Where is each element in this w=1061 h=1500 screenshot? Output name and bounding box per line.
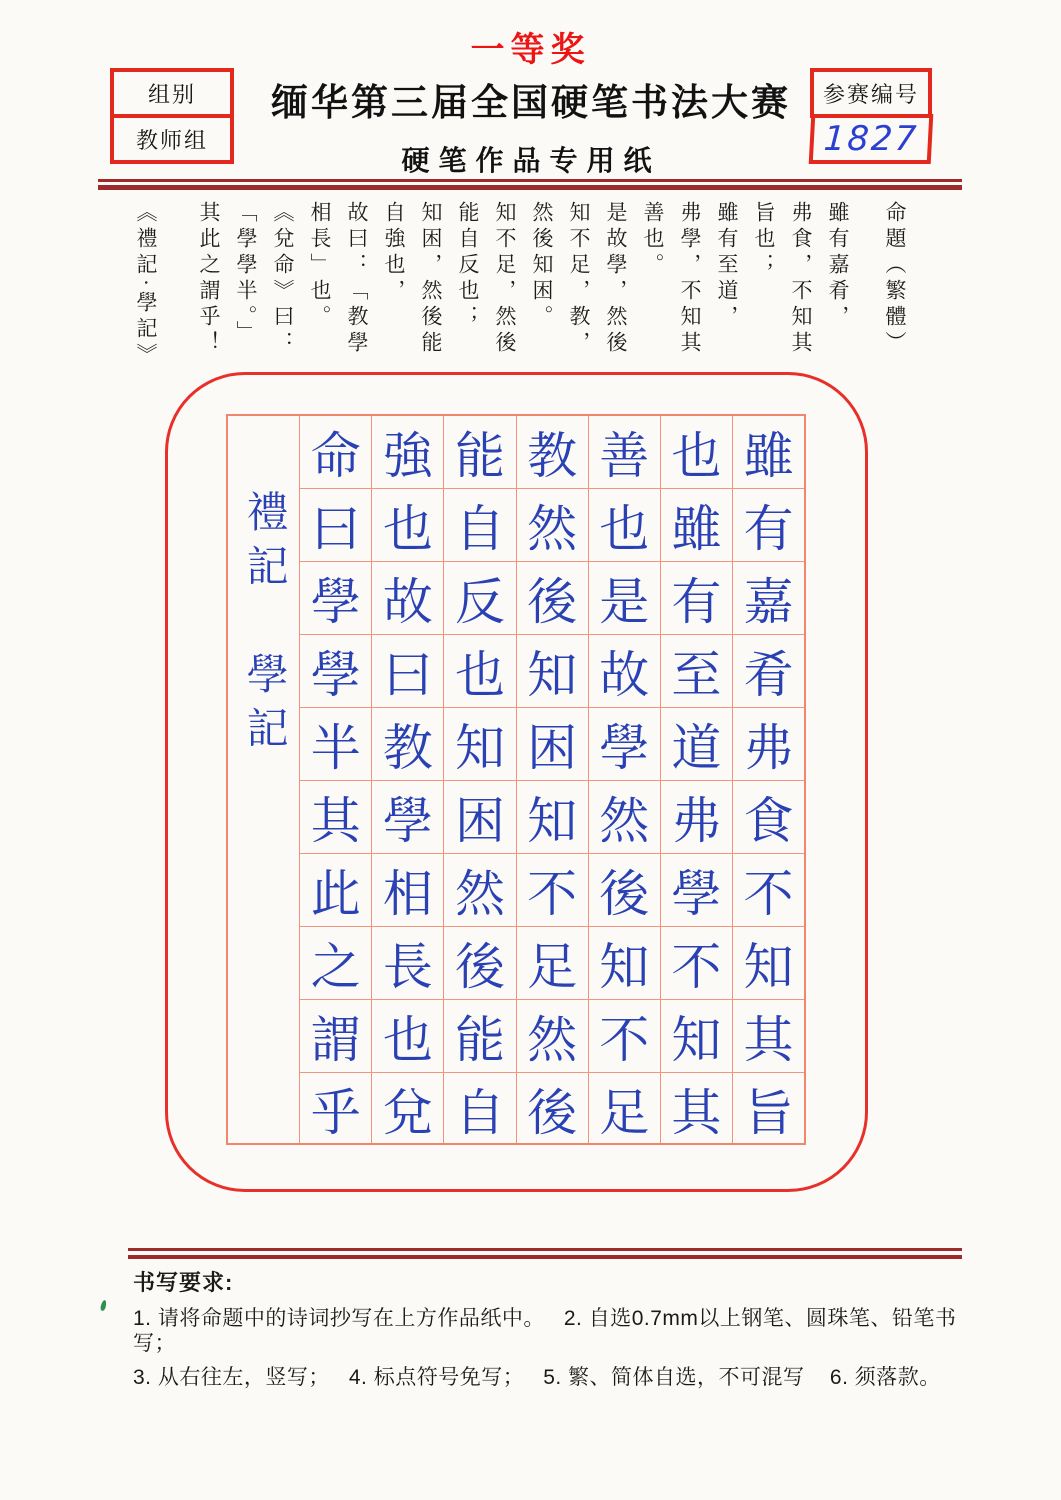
grid-column — [588, 416, 660, 1143]
handwritten-character-cell: 反 — [444, 561, 515, 634]
handwritten-character-cell: 困 — [444, 780, 515, 853]
prompt-text — [135, 201, 905, 373]
requirements-line-1: 1. 请将命题中的诗词抄写在上方作品纸中。 2. 自选0.7mm以上钢笔、圆珠笔、铅笔书写； — [133, 1307, 957, 1356]
grid-column — [299, 416, 371, 1143]
competition-title: 缅华第三届全国硬笔书法大赛 — [271, 83, 791, 124]
handwritten-character-cell: 善 — [599, 428, 650, 484]
prompt-column: 善也。 — [641, 201, 665, 279]
handwritten-character-cell: 肴 — [733, 634, 804, 707]
handwritten-character-cell: 雖 — [661, 488, 732, 561]
handwritten-character-cell: 其 — [300, 780, 371, 853]
award-label: 一等奖 — [470, 32, 591, 69]
prompt-column: 《兌命》曰： — [271, 201, 295, 357]
divider-line-thin — [98, 179, 962, 182]
handwritten-character-cell: 有 — [733, 488, 804, 561]
handwritten-character-cell: 弗 — [733, 707, 804, 780]
handwritten-character-cell: 謂 — [300, 999, 371, 1072]
signature-column — [228, 416, 299, 1143]
grid-column — [371, 416, 443, 1143]
requirements — [133, 1266, 975, 1391]
handwritten-character-cell: 雖 — [743, 428, 794, 484]
reviewer-mark — [100, 1300, 108, 1312]
handwritten-character-cell: 後 — [517, 561, 588, 634]
handwritten-character-cell: 兌 — [372, 1072, 443, 1145]
handwritten-character-cell: 之 — [300, 926, 371, 999]
handwritten-character-cell: 相 — [372, 853, 443, 926]
handwritten-character-cell: 後 — [589, 853, 660, 926]
prompt-column: 雖有嘉肴， — [826, 201, 850, 331]
signature-text: 禮記 學記 — [240, 490, 287, 760]
handwritten-character-cell: 學 — [372, 780, 443, 853]
handwritten-character-cell: 不 — [733, 853, 804, 926]
handwritten-character-cell: 弗 — [661, 780, 732, 853]
prompt-column: 《禮記·學記》 — [134, 201, 158, 369]
handwritten-character-cell: 此 — [300, 853, 371, 926]
prompt-column: 自強也， — [382, 201, 406, 305]
entry-number-value: 1827 — [809, 114, 934, 164]
handwritten-character-cell: 故 — [372, 561, 443, 634]
handwritten-character-cell: 知 — [517, 780, 588, 853]
handwritten-character-cell: 是 — [589, 561, 660, 634]
handwritten-character-cell: 學 — [589, 707, 660, 780]
prompt-column: 能自反也； — [456, 201, 480, 331]
handwritten-character-cell: 然 — [444, 853, 515, 926]
handwritten-character-cell: 能 — [454, 428, 505, 484]
divider-line-thick — [98, 185, 962, 190]
handwritten-character-cell: 自 — [444, 1072, 515, 1145]
handwritten-character-cell: 足 — [517, 926, 588, 999]
prompt-column: 知困，然後能 — [419, 201, 443, 357]
handwritten-character-cell: 道 — [661, 707, 732, 780]
handwritten-character-cell: 知 — [661, 999, 732, 1072]
handwritten-character-cell: 知 — [517, 634, 588, 707]
handwritten-character-cell: 至 — [661, 634, 732, 707]
requirements-line-2: 3. 从右往左，竖写； 4. 标点符号免写； 5. 繁、简体自选，不可混写 6. 须落款。 — [133, 1366, 941, 1390]
handwritten-character-cell: 曰 — [300, 488, 371, 561]
handwritten-character-cell: 知 — [733, 926, 804, 999]
prompt-column: 知不足，教， — [567, 201, 591, 357]
handwritten-character-cell: 知 — [589, 926, 660, 999]
prompt-column: 故曰：「教學 — [345, 201, 369, 357]
prompt-column: 旨也； — [752, 201, 776, 279]
prompt-column: 知不足，然後 — [493, 201, 517, 357]
handwritten-character-cell: 長 — [372, 926, 443, 999]
handwritten-character-cell: 強 — [382, 428, 433, 484]
handwritten-character-cell: 教 — [372, 707, 443, 780]
handwritten-character-cell: 故 — [589, 634, 660, 707]
handwritten-character-cell: 也 — [671, 428, 722, 484]
handwritten-character-cell: 不 — [589, 999, 660, 1072]
handwritten-character-cell: 學 — [300, 561, 371, 634]
handwritten-character-cell: 嘉 — [733, 561, 804, 634]
handwritten-character-cell: 然 — [517, 488, 588, 561]
handwritten-character-cell: 不 — [517, 853, 588, 926]
handwritten-character-cell: 足 — [589, 1072, 660, 1145]
group-label: 组别 — [110, 68, 234, 118]
prompt-column: 「學學半。」 — [234, 201, 258, 347]
handwritten-character-cell: 半 — [300, 707, 371, 780]
header-divider — [98, 179, 962, 190]
prompt-column: 然後知困。 — [530, 201, 554, 331]
divider-line-thick — [128, 1255, 962, 1259]
handwritten-character-cell: 也 — [372, 999, 443, 1072]
handwritten-character-cell: 有 — [661, 561, 732, 634]
handwritten-character-cell: 學 — [300, 634, 371, 707]
entry-number-label: 参赛编号 — [810, 68, 932, 118]
sheet-subtitle: 硬笔作品专用纸 — [401, 146, 661, 177]
requirements-heading: 书写要求: — [133, 1270, 234, 1295]
handwritten-character-cell: 自 — [444, 488, 515, 561]
prompt-column: 命題（繁體） — [883, 201, 907, 357]
handwritten-character-cell: 也 — [589, 488, 660, 561]
handwritten-character-cell: 乎 — [300, 1072, 371, 1145]
group-value: 教师组 — [110, 114, 234, 164]
grid-column — [660, 416, 732, 1143]
handwritten-character-cell: 學 — [661, 853, 732, 926]
handwritten-character-cell: 其 — [733, 999, 804, 1072]
worksheet-frame — [165, 372, 868, 1192]
prompt-column: 雖有至道， — [715, 201, 739, 331]
prompt-column: 其此之謂乎！ — [197, 201, 221, 357]
handwritten-character-cell: 然 — [517, 999, 588, 1072]
handwritten-character-cell: 命 — [310, 428, 361, 484]
grid-column — [732, 416, 804, 1143]
handwritten-character-cell: 能 — [444, 999, 515, 1072]
prompt-column: 相長」也。 — [308, 201, 332, 331]
grid-column — [516, 416, 588, 1143]
divider-line-thin — [128, 1248, 962, 1251]
handwritten-character-cell: 後 — [444, 926, 515, 999]
entry-number-box — [810, 68, 932, 164]
worksheet-grid — [226, 414, 806, 1145]
handwritten-character-cell: 教 — [527, 428, 578, 484]
handwritten-character-cell: 也 — [444, 634, 515, 707]
title-block — [236, 72, 826, 179]
handwritten-character-cell: 困 — [517, 707, 588, 780]
grid-column — [443, 416, 515, 1143]
handwritten-character-cell: 旨 — [733, 1072, 804, 1145]
handwritten-character-cell: 也 — [372, 488, 443, 561]
handwritten-character-cell: 食 — [733, 780, 804, 853]
handwritten-character-cell: 曰 — [372, 634, 443, 707]
handwritten-character-cell: 後 — [517, 1072, 588, 1145]
handwritten-character-cell: 其 — [661, 1072, 732, 1145]
prompt-column: 弗食，不知其 — [789, 201, 813, 357]
footer-divider — [128, 1248, 962, 1259]
handwritten-character-cell: 不 — [661, 926, 732, 999]
group-box — [110, 68, 234, 164]
handwritten-character-cell: 知 — [444, 707, 515, 780]
prompt-column: 弗學，不知其 — [678, 201, 702, 357]
handwritten-character-cell: 然 — [589, 780, 660, 853]
prompt-column: 是故學，然後 — [604, 201, 628, 357]
